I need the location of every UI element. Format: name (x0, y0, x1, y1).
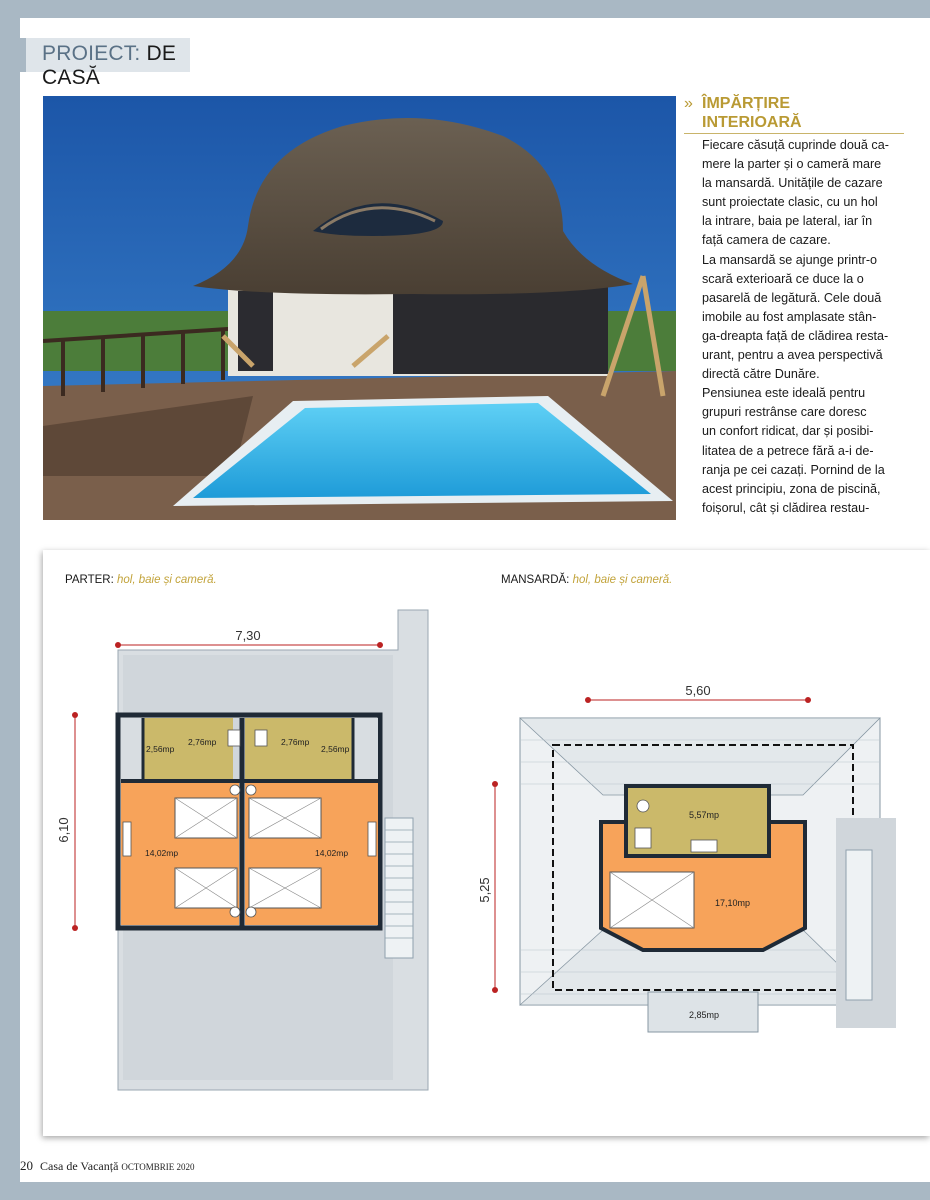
text-line: ga-dreapta față de clădirea resta- (702, 328, 889, 343)
text-line: pasarelă de legătură. Cele două (702, 290, 882, 305)
parter-title: PARTER: (65, 574, 114, 586)
text-line: imobile au fost amplasate stân- (702, 309, 877, 324)
article-body (684, 136, 904, 518)
text-line: grupuri restrânse care doresc (702, 405, 867, 420)
parter-area-bath-right: 2,76mp (281, 737, 310, 747)
parter-area-hall-right: 2,56mp (321, 744, 350, 754)
parter-area-room-right: 14,02mp (315, 848, 349, 858)
section-prefix: PROIECT: (42, 42, 141, 65)
mansarda-depth-label: 5,25 (477, 877, 492, 903)
floor-plans-panel (43, 550, 930, 1136)
heading-line-2: INTERIOARĂ (702, 114, 802, 131)
parter-area-bath-left: 2,76mp (188, 737, 217, 747)
text-line: directă către Dunăre. (702, 367, 820, 382)
text-line: la mansardă. Unitățile de cazare (702, 176, 883, 191)
mansarda-width-label: 5,60 (685, 683, 711, 698)
page-footer (20, 1158, 195, 1174)
text-line: urant, pentru a avea perspectivă (702, 348, 883, 363)
text-line: acest principiu, zona de piscină, (702, 481, 881, 496)
text-line: sunt proiectate clasic, cu un hol (702, 195, 878, 210)
text-line: Fiecare căsuță cuprinde două ca- (702, 138, 889, 152)
parter-desc: hol, baie și cameră. (116, 574, 217, 586)
mansarda-area-room: 17,10mp (715, 898, 751, 908)
text-line: față camera de cazare. (702, 233, 831, 248)
section-tab (20, 38, 190, 89)
house-photo (43, 96, 676, 520)
text-line: ranja pe cei cazați. Pornind de la (702, 462, 885, 477)
mansarda-desc: hol, baie și cameră. (572, 574, 673, 586)
parter-plan (56, 610, 428, 1090)
heading-line-1: ÎMPĂRȚIRE (702, 95, 790, 112)
mansarda-title: MANSARDĂ: (501, 574, 570, 586)
mansarda-plan (477, 683, 896, 1032)
parter-area-room-left: 14,02mp (145, 848, 179, 858)
article-column (684, 94, 904, 518)
mansarda-area-balcony: 2,85mp (689, 1010, 720, 1020)
parter-depth-label: 6,10 (56, 817, 71, 843)
text-line: scară exterioară ce duce la o (702, 271, 864, 286)
text-line: La mansardă se ajunge printr-o (702, 252, 878, 267)
text-line: litatea de a petrece fără a-i de- (702, 443, 874, 458)
mansarda-area-bath: 5,57mp (689, 810, 720, 820)
section-title: DE CASĂ (42, 42, 177, 89)
text-line: la intrare, baia pe lateral, iar în (702, 214, 873, 229)
text-line: foișorul, cât și clădirea restau- (702, 500, 870, 515)
issue-date: OCTOMBRIE 2020 (121, 1162, 195, 1172)
article-heading (684, 94, 904, 134)
text-line: mere la parter și o cameră mare (702, 157, 882, 172)
text-line: Pensiunea este ideală pentru (702, 386, 866, 401)
parter-area-hall-left: 2,56mp (146, 744, 175, 754)
magazine-name: Casa de Vacanță (40, 1159, 119, 1173)
page-number: 20 (20, 1158, 33, 1173)
chevron-icon: » (684, 95, 693, 112)
parter-width-label: 7,30 (235, 628, 261, 643)
text-line: un confort ridicat, dar și posibi- (702, 424, 874, 439)
